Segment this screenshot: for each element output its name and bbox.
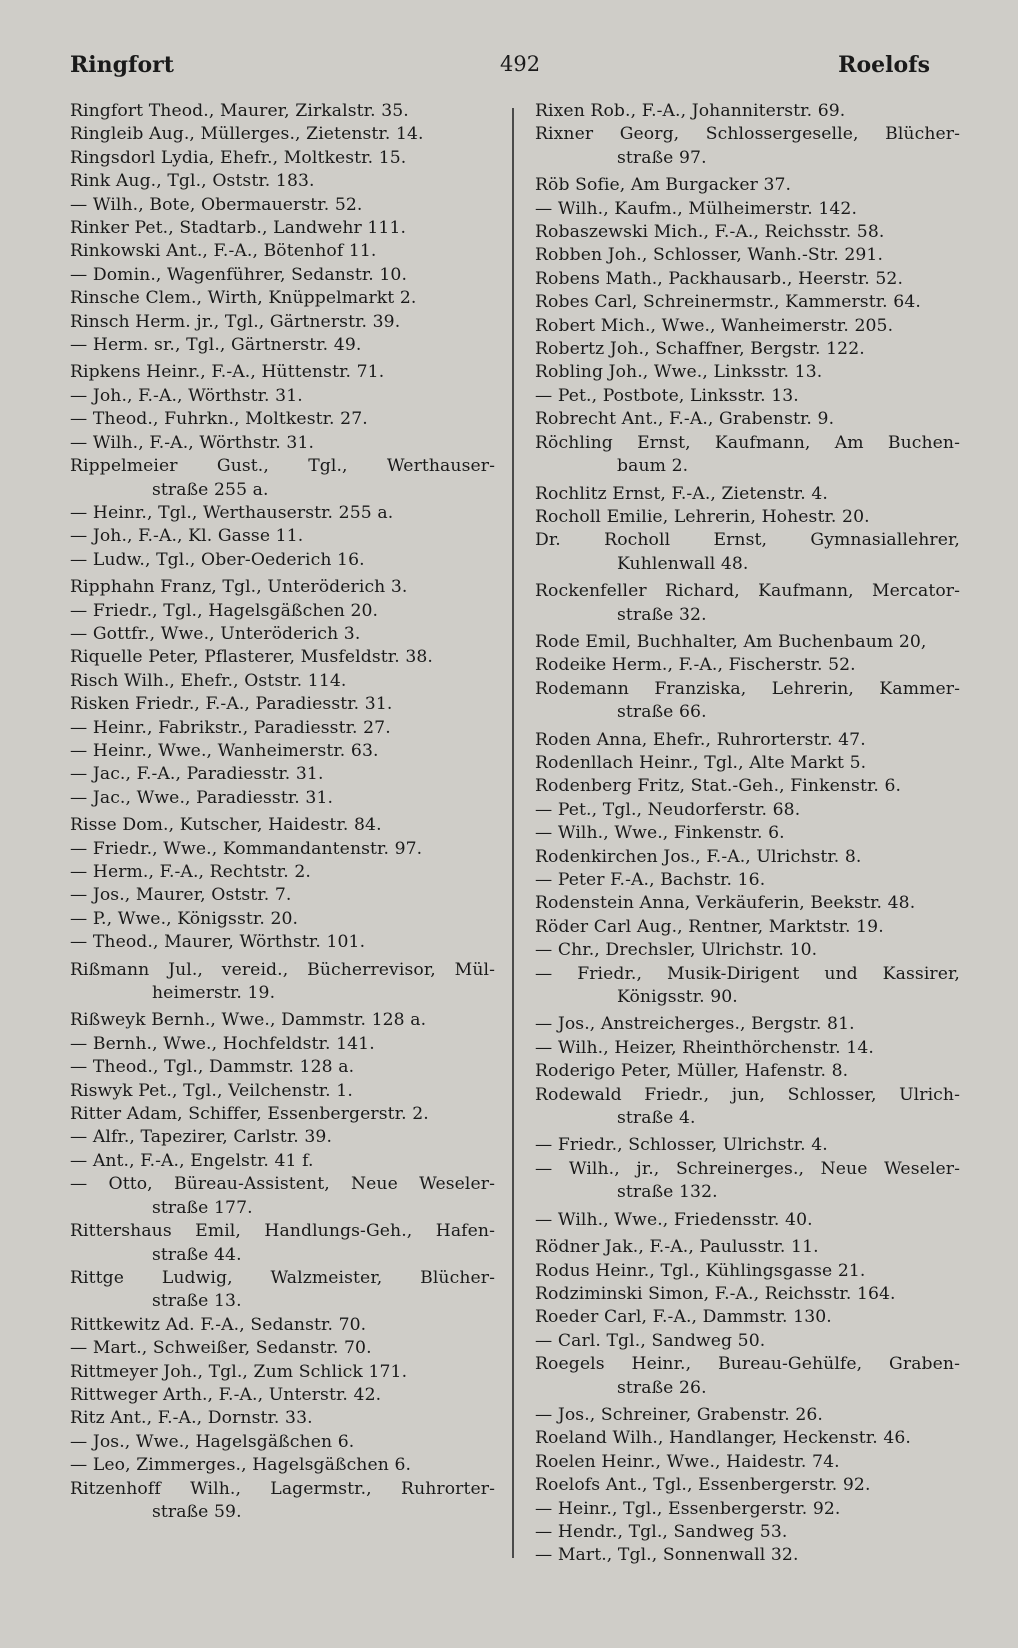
left-column — [70, 100, 495, 1524]
entry-line: Rinsche Clem., Wirth, Knüppelmarkt 2. — [70, 288, 417, 309]
directory-entry — [70, 147, 495, 170]
directory-entry — [535, 338, 960, 361]
entry-line: Ringsdorl Lydia, Ehefr., Moltkestr. 15. — [70, 147, 407, 168]
entry-line: — Joh., F.-A., Wörthstr. 31. — [70, 385, 303, 406]
directory-entry — [70, 814, 495, 837]
entry-line: — Ludw., Tgl., Ober-Oederich 16. — [70, 549, 365, 570]
directory-entry — [70, 908, 495, 931]
entry-continuation: straße 59. — [152, 1501, 242, 1522]
directory-entry — [70, 693, 495, 716]
entry-continuation: straße 132. — [617, 1182, 718, 1203]
entry-line: Rodziminski Simon, F.-A., Reichsstr. 164. — [535, 1283, 896, 1304]
entry-continuation: straße 97. — [617, 147, 707, 168]
entry-continuation: straße 4. — [617, 1108, 696, 1129]
directory-entry — [70, 861, 495, 884]
entry-line: Robens Math., Packhausarb., Heerstr. 52. — [535, 268, 904, 289]
directory-entry — [535, 506, 960, 529]
directory-entry — [70, 100, 495, 123]
header-right-keyword: Roelofs — [838, 52, 930, 78]
directory-entry — [535, 1037, 960, 1060]
directory-entry — [70, 1267, 495, 1314]
entry-line: — Gottfr., Wwe., Unteröderich 3. — [70, 623, 361, 644]
entry-line: Robling Joh., Wwe., Linksstr. 13. — [535, 362, 823, 383]
directory-entry — [535, 100, 960, 123]
entry-line: — Theod., Tgl., Dammstr. 128 a. — [70, 1057, 355, 1078]
directory-entry — [70, 1431, 495, 1454]
directory-entry — [535, 892, 960, 915]
entry-line: Rocholl Emilie, Lehrerin, Hohestr. 20. — [535, 506, 870, 527]
entry-continuation: heimerstr. 19. — [152, 983, 276, 1004]
directory-entry — [535, 1013, 960, 1036]
entry-line: — Jos., Anstreicherges., Bergstr. 81. — [535, 1014, 855, 1035]
directory-entry — [535, 1427, 960, 1450]
entry-line: — Friedr., Musik-Dirigent und Kassirer, — [535, 963, 960, 984]
entry-line: Roeland Wilh., Handlanger, Heckenstr. 46. — [535, 1428, 911, 1449]
directory-entry — [535, 869, 960, 892]
directory-entry — [535, 916, 960, 939]
entry-line: — Alfr., Tapezirer, Carlstr. 39. — [70, 1127, 333, 1148]
entry-line: Rodemann Franziska, Lehrerin, Kammer- — [535, 678, 960, 699]
entry-line: — Herm., F.-A., Rechtstr. 2. — [70, 862, 311, 882]
entry-line: — Peter F.-A., Bachstr. 16. — [535, 870, 766, 890]
directory-entry — [535, 315, 960, 338]
directory-entry — [535, 1209, 960, 1232]
directory-entry — [535, 752, 960, 775]
directory-entry — [535, 221, 960, 244]
entry-continuation: Königsstr. 90. — [617, 987, 738, 1008]
directory-entry — [70, 1080, 495, 1103]
entry-line: — Chr., Drechsler, Ulrichstr. 10. — [535, 940, 818, 961]
entry-line: Rinkowski Ant., F.-A., Bötenhof 11. — [70, 241, 377, 262]
entry-line: Rodenllach Heinr., Tgl., Alte Markt 5. — [535, 752, 867, 773]
entry-line: Dr. Rocholl Ernst, Gymnasiallehrer, — [535, 530, 960, 551]
entry-line: Riswyk Pet., Tgl., Veilchenstr. 1. — [70, 1080, 353, 1101]
directory-entry — [535, 1084, 960, 1131]
column-divider — [512, 108, 514, 1558]
directory-entry — [535, 385, 960, 408]
entry-line: Rodenkirchen Jos., F.-A., Ulrichstr. 8. — [535, 846, 862, 867]
entry-line: Ripkens Heinr., F.-A., Hüttenstr. 71. — [70, 362, 385, 383]
entry-continuation: straße 13. — [152, 1291, 242, 1312]
directory-entry — [70, 1314, 495, 1337]
entry-line: — Carl. Tgl., Sandweg 50. — [535, 1330, 766, 1351]
entry-line: — Heinr., Tgl., Werthauserstr. 255 a. — [70, 502, 394, 523]
directory-entry — [535, 198, 960, 221]
entry-line: Rodewald Friedr., jun, Schlosser, Ulrich- — [535, 1084, 960, 1105]
directory-entry — [70, 600, 495, 623]
entry-line: Rodenberg Fritz, Stat.-Geh., Finkenstr. 6. — [535, 776, 902, 797]
directory-entry — [70, 1126, 495, 1149]
directory-entry — [70, 717, 495, 740]
entry-line: Rinsch Herm. jr., Tgl., Gärtnerstr. 39. — [70, 311, 401, 332]
page-number: 492 — [500, 52, 541, 76]
directory-entry — [535, 580, 960, 627]
directory-entry — [535, 1158, 960, 1205]
directory-entry — [535, 963, 960, 1010]
entry-line: Ringfort Theod., Maurer, Zirkalstr. 35. — [70, 101, 409, 121]
entry-line: Roden Anna, Ehefr., Ruhrorterstr. 47. — [535, 729, 866, 750]
directory-entry — [70, 787, 495, 810]
directory-entry — [70, 311, 495, 334]
directory-entry — [70, 240, 495, 263]
directory-entry — [70, 931, 495, 954]
entry-line: — Wilh., F.-A., Wörthstr. 31. — [70, 432, 315, 453]
entry-line: Ripphahn Franz, Tgl., Unteröderich 3. — [70, 577, 408, 598]
entry-line: Robes Carl, Schreinermstr., Kammerstr. 64. — [535, 292, 921, 313]
directory-entry — [70, 1056, 495, 1079]
directory-entry — [535, 123, 960, 170]
directory-entry — [70, 217, 495, 240]
directory-entry — [535, 1283, 960, 1306]
entry-line: Rixen Rob., F.-A., Johanniterstr. 69. — [535, 101, 846, 121]
directory-entry — [535, 244, 960, 267]
entry-line: Roelen Heinr., Wwe., Haidestr. 74. — [535, 1451, 840, 1472]
directory-entry — [535, 1353, 960, 1400]
directory-entry — [70, 455, 495, 502]
directory-entry — [70, 194, 495, 217]
directory-entry — [535, 1060, 960, 1083]
directory-entry — [70, 287, 495, 310]
entry-line: Rink Aug., Tgl., Oststr. 183. — [70, 171, 315, 192]
directory-entry — [535, 775, 960, 798]
entry-line: Ringleib Aug., Müllerges., Zietenstr. 14. — [70, 124, 424, 145]
entry-line: — Mart., Tgl., Sonnenwall 32. — [535, 1545, 799, 1566]
entry-line: Roegels Heinr., Bureau-Gehülfe, Graben- — [535, 1354, 960, 1375]
directory-entry — [535, 939, 960, 962]
entry-line: — P., Wwe., Königsstr. 20. — [70, 908, 299, 929]
directory-entry — [535, 268, 960, 291]
directory-entry — [70, 1173, 495, 1220]
directory-entry — [535, 408, 960, 431]
entry-line: — Domin., Wagenführer, Sedanstr. 10. — [70, 264, 408, 285]
directory-entry — [70, 334, 495, 357]
entry-line: — Friedr., Tgl., Hagelsgäßchen 20. — [70, 600, 379, 621]
directory-entry — [535, 1330, 960, 1353]
entry-line: — Heinr., Fabrikstr., Paradiesstr. 27. — [70, 717, 391, 738]
header-left-keyword: Ringfort — [70, 52, 174, 78]
entry-line: Rixner Georg, Schlossergeselle, Blücher- — [535, 124, 960, 145]
directory-entry — [70, 432, 495, 455]
entry-line: Robertz Joh., Schaffner, Bergstr. 122. — [535, 339, 865, 360]
entry-continuation: straße 32. — [617, 604, 707, 625]
entry-line: Rißweyk Bernh., Wwe., Dammstr. 128 a. — [70, 1010, 427, 1031]
directory-entry — [70, 1009, 495, 1032]
directory-entry — [535, 1498, 960, 1521]
entry-line: — Theod., Maurer, Wörthstr. 101. — [70, 932, 366, 953]
directory-entry — [70, 408, 495, 431]
entry-line: Röchling Ernst, Kaufmann, Am Buchen- — [535, 432, 960, 453]
directory-entry — [535, 799, 960, 822]
entry-line: — Jac., F.-A., Paradiesstr. 31. — [70, 764, 324, 785]
entry-line: Robrecht Ant., F.-A., Grabenstr. 9. — [535, 409, 835, 430]
directory-entry — [535, 1544, 960, 1567]
entry-line: Robaszewski Mich., F.-A., Reichsstr. 58. — [535, 222, 885, 243]
entry-line: — Jac., Wwe., Paradiesstr. 31. — [70, 787, 334, 808]
directory-entry — [70, 1478, 495, 1525]
entry-line: — Heinr., Tgl., Essenbergerstr. 92. — [535, 1498, 841, 1519]
directory-entry — [70, 264, 495, 287]
entry-line: Rißmann Jul., vereid., Bücherrevisor, Mül- — [70, 959, 495, 980]
directory-entry — [70, 646, 495, 669]
entry-line: Rodeike Herm., F.-A., Fischerstr. 52. — [535, 655, 856, 676]
entry-continuation: straße 255 a. — [152, 479, 269, 500]
entry-line: Rittkewitz Ad. F.-A., Sedanstr. 70. — [70, 1314, 367, 1335]
right-column — [535, 100, 960, 1568]
entry-line: — Joh., F.-A., Kl. Gasse 11. — [70, 526, 304, 547]
entry-line: — Jos., Maurer, Oststr. 7. — [70, 885, 292, 906]
entry-line: — Mart., Schweißer, Sedanstr. 70. — [70, 1338, 372, 1359]
directory-entry — [70, 549, 495, 572]
directory-entry — [70, 385, 495, 408]
entry-line: Roeder Carl, F.-A., Dammstr. 130. — [535, 1307, 832, 1328]
entry-line: Rittershaus Emil, Handlungs-Geh., Hafen- — [70, 1221, 495, 1242]
directory-entry — [70, 576, 495, 599]
directory-entry — [535, 483, 960, 506]
directory-entry — [70, 123, 495, 146]
directory-entry — [535, 1260, 960, 1283]
directory-entry — [535, 1451, 960, 1474]
directory-entry — [70, 1407, 495, 1430]
entry-continuation: straße 177. — [152, 1197, 253, 1218]
directory-entry — [70, 959, 495, 1006]
directory-entry — [535, 1236, 960, 1259]
directory-entry — [535, 729, 960, 752]
entry-line: — Otto, Büreau-Assistent, Neue Weseler- — [70, 1174, 495, 1195]
directory-entry — [535, 1306, 960, 1329]
directory-entry — [535, 1404, 960, 1427]
entry-line: Ritz Ant., F.-A., Dornstr. 33. — [70, 1408, 313, 1429]
directory-entry — [535, 1134, 960, 1157]
entry-line: Roelofs Ant., Tgl., Essenbergerstr. 92. — [535, 1475, 871, 1496]
directory-entry — [70, 1337, 495, 1360]
entry-line: — Wilh., Kaufm., Mülheimerstr. 142. — [535, 198, 858, 219]
entry-line: Röb Sofie, Am Burgacker 37. — [535, 175, 792, 196]
directory-entry — [535, 361, 960, 384]
entry-line: Ritzenhoff Wilh., Lagermstr., Ruhrorter- — [70, 1478, 495, 1499]
directory-entry — [535, 529, 960, 576]
entry-line: Risken Friedr., F.-A., Paradiesstr. 31. — [70, 694, 393, 715]
entry-line: — Pet., Postbote, Linksstr. 13. — [535, 385, 799, 406]
entry-line: Rittge Ludwig, Walzmeister, Blücher- — [70, 1267, 495, 1288]
directory-entry — [535, 654, 960, 677]
entry-line: — Wilh., Bote, Obermauerstr. 52. — [70, 194, 363, 215]
directory-entry — [70, 1384, 495, 1407]
entry-line: — Ant., F.-A., Engelstr. 41 f. — [70, 1150, 314, 1171]
directory-entry — [70, 740, 495, 763]
entry-continuation: Kuhlenwall 48. — [617, 553, 749, 574]
entry-continuation: straße 66. — [617, 702, 707, 723]
entry-line: Risch Wilh., Ehefr., Oststr. 114. — [70, 670, 347, 691]
entry-line: — Hendr., Tgl., Sandweg 53. — [535, 1521, 788, 1542]
entry-line: Rittmeyer Joh., Tgl., Zum Schlick 171. — [70, 1361, 408, 1382]
entry-line: — Heinr., Wwe., Wanheimerstr. 63. — [70, 740, 379, 761]
directory-entry — [70, 763, 495, 786]
directory-entry — [70, 1361, 495, 1384]
directory-entry — [70, 1103, 495, 1126]
entry-line: Riquelle Peter, Pflasterer, Musfeldstr. 38. — [70, 647, 433, 668]
entry-line: Roderigo Peter, Müller, Hafenstr. 8. — [535, 1061, 849, 1082]
directory-entry — [70, 884, 495, 907]
entry-line: Rittweger Arth., F.-A., Unterstr. 42. — [70, 1384, 382, 1405]
directory-entry — [70, 670, 495, 693]
entry-line: — Friedr., Wwe., Kommandantenstr. 97. — [70, 838, 423, 859]
entry-line: — Jos., Schreiner, Grabenstr. 26. — [535, 1404, 823, 1425]
directory-entry — [535, 631, 960, 654]
entry-line: Robert Mich., Wwe., Wanheimerstr. 205. — [535, 315, 894, 336]
entry-line: Robben Joh., Schlosser, Wanh.-Str. 291. — [535, 245, 884, 266]
entry-line: Rippelmeier Gust., Tgl., Werthauser- — [70, 456, 495, 477]
entry-line: — Wilh., Wwe., Finkenstr. 6. — [535, 823, 785, 844]
entry-line: Rinker Pet., Stadtarb., Landwehr 111. — [70, 218, 407, 239]
directory-entry — [535, 846, 960, 869]
entry-line: Risse Dom., Kutscher, Haidestr. 84. — [70, 815, 382, 836]
directory-entry — [70, 525, 495, 548]
entry-continuation: straße 26. — [617, 1377, 707, 1398]
directory-entry — [70, 1033, 495, 1056]
entry-line: — Herm. sr., Tgl., Gärtnerstr. 49. — [70, 335, 362, 356]
directory-entry — [535, 822, 960, 845]
entry-line: — Jos., Wwe., Hagelsgäßchen 6. — [70, 1431, 355, 1452]
directory-entry — [70, 361, 495, 384]
directory-entry — [535, 1474, 960, 1497]
entry-line: — Theod., Fuhrkn., Moltkestr. 27. — [70, 409, 368, 430]
directory-entry — [70, 170, 495, 193]
entry-line: — Bernh., Wwe., Hochfeldstr. 141. — [70, 1033, 375, 1054]
entry-line: — Leo, Zimmerges., Hagelsgäßchen 6. — [70, 1455, 412, 1476]
entry-line: — Wilh., jr., Schreinerges., Neue Weseler- — [535, 1158, 960, 1179]
directory-entry — [70, 1454, 495, 1477]
directory-entry — [535, 678, 960, 725]
entry-line: — Wilh., Heizer, Rheinthörchenstr. 14. — [535, 1037, 874, 1058]
entry-line: Rodenstein Anna, Verkäuferin, Beekstr. 48. — [535, 893, 916, 914]
entry-line: Rode Emil, Buchhalter, Am Buchenbaum 20, — [535, 631, 927, 652]
entry-line: Rockenfeller Richard, Kaufmann, Mercator- — [535, 581, 960, 602]
directory-entry — [70, 502, 495, 525]
entry-line: Rochlitz Ernst, F.-A., Zietenstr. 4. — [535, 483, 828, 504]
entry-line: Ritter Adam, Schiffer, Essenbergerstr. 2. — [70, 1104, 429, 1125]
page-header — [70, 52, 930, 88]
directory-entry — [535, 174, 960, 197]
directory-entry — [535, 1521, 960, 1544]
entry-line: Rodus Heinr., Tgl., Kühlingsgasse 21. — [535, 1260, 866, 1281]
entry-continuation: baum 2. — [617, 456, 689, 477]
entry-line: Röder Carl Aug., Rentner, Marktstr. 19. — [535, 916, 884, 937]
directory-entry — [70, 623, 495, 646]
directory-entry — [535, 291, 960, 314]
directory-entry — [535, 432, 960, 479]
entry-line: — Friedr., Schlosser, Ulrichstr. 4. — [535, 1135, 828, 1156]
directory-entry — [70, 838, 495, 861]
directory-entry — [70, 1220, 495, 1267]
entry-line: — Pet., Tgl., Neudorferstr. 68. — [535, 799, 801, 820]
entry-line: — Wilh., Wwe., Friedensstr. 40. — [535, 1209, 813, 1230]
entry-continuation: straße 44. — [152, 1244, 242, 1265]
entry-line: Rödner Jak., F.-A., Paulusstr. 11. — [535, 1237, 819, 1258]
directory-entry — [70, 1150, 495, 1173]
